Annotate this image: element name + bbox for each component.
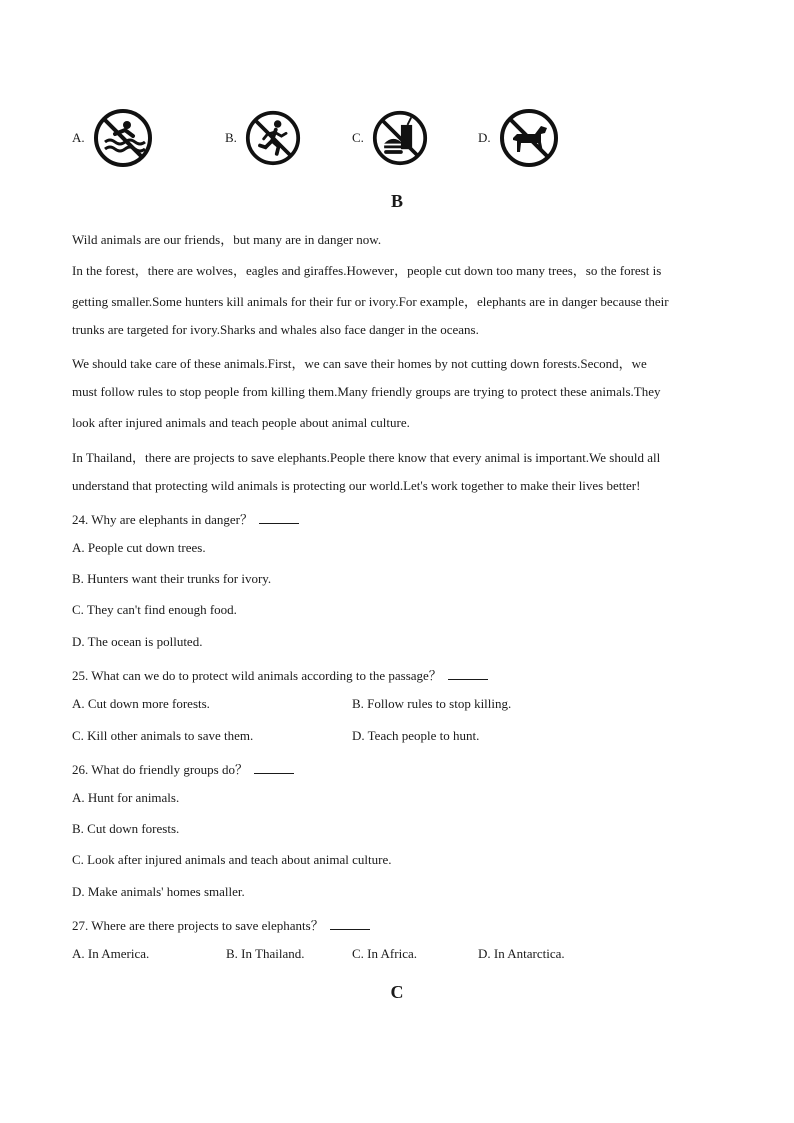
section-b-title: B (390, 191, 403, 211)
question-stem: 25. What can we do to protect wild animals according to the passage？ (72, 668, 442, 683)
q27-option-d[interactable]: D. In Antarctica. (478, 946, 565, 961)
sign-option-c[interactable] (352, 108, 428, 168)
q27-option-b[interactable]: B. In Thailand. (226, 946, 305, 961)
q27-option-c[interactable]: C. In Africa. (352, 946, 417, 961)
question-25 (72, 665, 488, 684)
option-letter: D. (478, 130, 491, 145)
passage-line: must follow rules to stop people from killing them.Many friendly groups are trying to protect these animals.They (72, 384, 661, 399)
passage-line: In Thailand，there are projects to save elephants.People there know that every animal is important.We should all (72, 450, 661, 465)
sign-options-row (72, 108, 732, 168)
q24-option-b[interactable]: B. Hunters want their trunks for ivory. (72, 571, 272, 586)
sign-option-d[interactable] (478, 108, 559, 168)
option-letter: B. (225, 130, 237, 145)
sign-option-b[interactable] (225, 108, 301, 168)
passage-line: We should take care of these animals.First，we can save their homes by not cutting down forests.Second，we (72, 356, 647, 371)
q25-option-a[interactable]: A. Cut down more forests. (72, 696, 210, 711)
passage-line: trunks are targeted for ivory.Sharks and whales also face danger in the oceans. (72, 322, 479, 337)
no-food-drink-icon (372, 110, 428, 166)
option-letter: C. (352, 130, 364, 145)
q26-option-d[interactable]: D. Make animals' homes smaller. (72, 884, 245, 899)
passage-line: In the forest，there are wolves，eagles and giraffes.However，people cut down too many trees，so the forest is (72, 263, 662, 278)
no-swimming-icon (93, 108, 153, 168)
answer-blank[interactable] (448, 669, 488, 680)
q24-option-c[interactable]: C. They can't find enough food. (72, 602, 237, 617)
q24-option-d[interactable]: D. The ocean is polluted. (72, 634, 203, 649)
q25-option-d[interactable]: D. Teach people to hunt. (352, 728, 480, 743)
no-running-icon (245, 110, 301, 166)
passage-line: Wild animals are our friends，but many are in danger now. (72, 232, 382, 247)
q25-option-c[interactable]: C. Kill other animals to save them. (72, 728, 254, 743)
answer-blank[interactable] (254, 763, 294, 774)
passage-line: look after injured animals and teach people about animal culture. (72, 415, 410, 430)
q25-option-b[interactable]: B. Follow rules to stop killing. (352, 696, 512, 711)
question-stem: 27. Where are there projects to save elephants？ (72, 918, 324, 933)
q26-option-b[interactable]: B. Cut down forests. (72, 821, 180, 836)
q26-option-a[interactable]: A. Hunt for animals. (72, 790, 180, 805)
question-stem: 24. Why are elephants in danger？ (72, 512, 253, 527)
sign-option-a[interactable] (72, 108, 153, 168)
question-27 (72, 915, 370, 934)
q26-option-c[interactable]: C. Look after injured animals and teach about animal culture. (72, 852, 392, 867)
answer-blank[interactable] (330, 919, 370, 930)
no-dogs-icon (499, 108, 559, 168)
question-24 (72, 509, 299, 528)
passage-line: getting smaller.Some hunters kill animals for their fur or ivory.For example，elephants are in danger because their (72, 294, 669, 309)
section-c-title: C (390, 982, 404, 1002)
passage-line: understand that protecting wild animals is protecting our world.Let's work together to make their lives better! (72, 478, 641, 493)
question-stem: 26. What do friendly groups do？ (72, 762, 248, 777)
option-letter: A. (72, 130, 85, 145)
q27-option-a[interactable]: A. In America. (72, 946, 150, 961)
answer-blank[interactable] (259, 513, 299, 524)
q24-option-a[interactable]: A. People cut down trees. (72, 540, 206, 555)
question-26 (72, 759, 294, 778)
